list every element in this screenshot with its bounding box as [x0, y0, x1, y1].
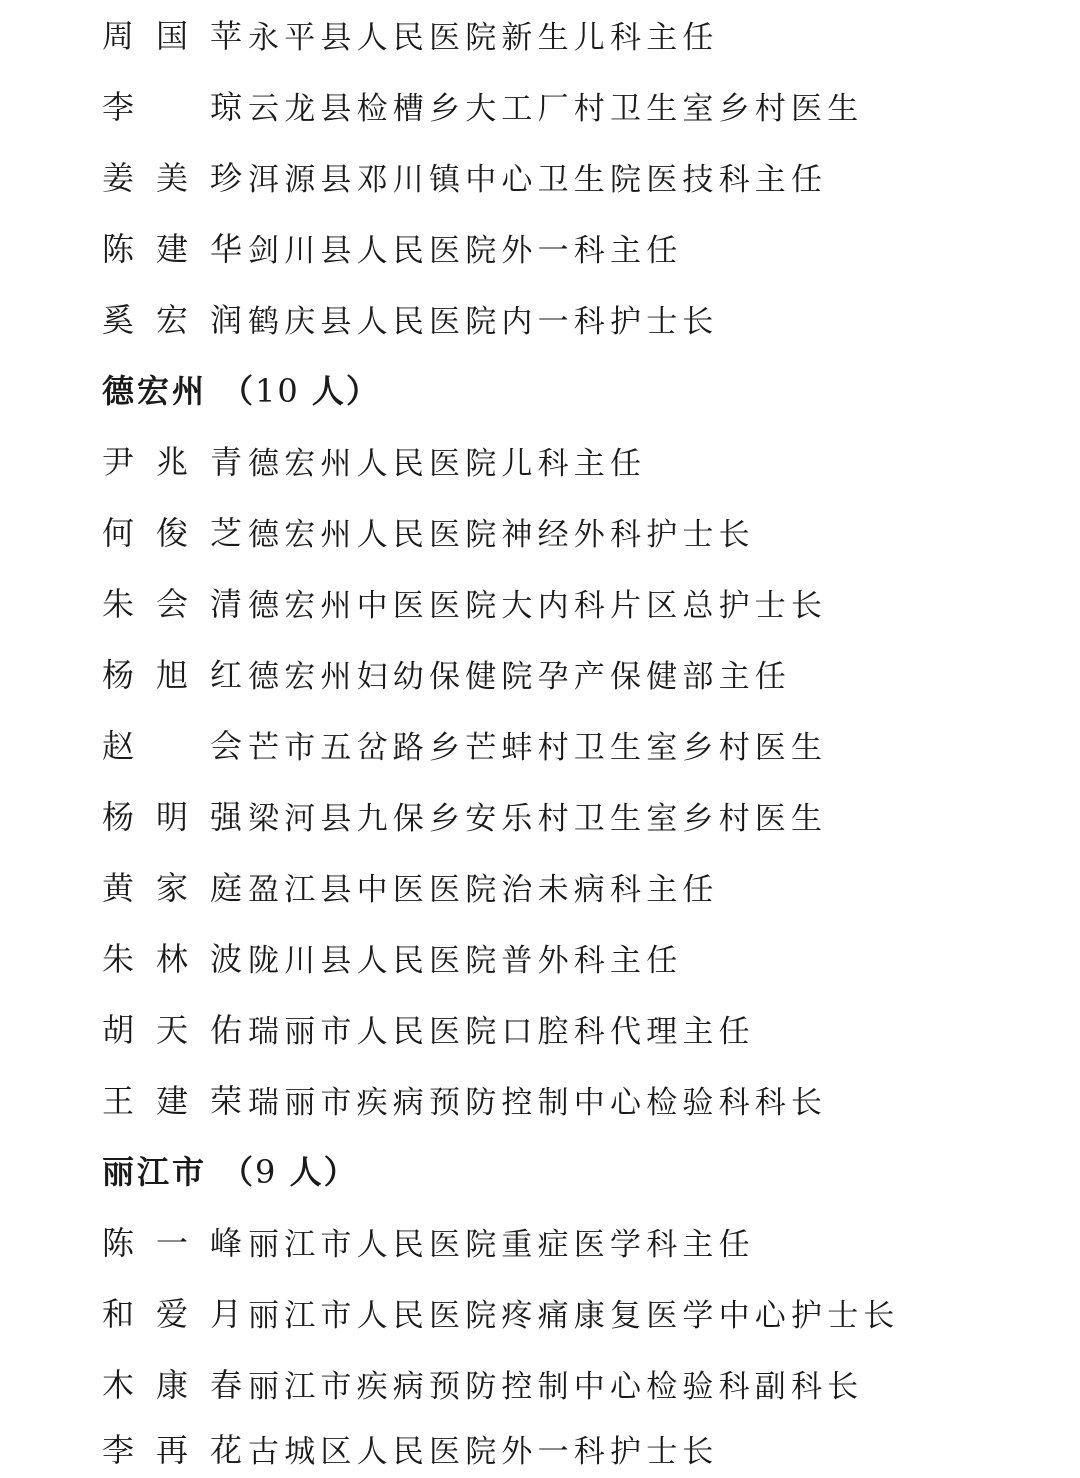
list-item	[102, 998, 755, 1058]
list-item	[102, 1353, 863, 1413]
section-title: 德宏州	[102, 372, 208, 410]
section-count: （10 人）	[221, 372, 380, 410]
person-organization: 德宏州人民医院神经外科护士长	[248, 516, 755, 553]
list-item	[102, 1211, 755, 1271]
person-name: 杨明强	[102, 798, 248, 836]
person-organization: 瑞丽市人民医院口腔科代理主任	[248, 1013, 755, 1050]
person-organization: 云龙县检槽乡大工厂村卫生室乡村医生	[248, 90, 864, 127]
person-name: 朱林波	[102, 940, 248, 978]
person-organization: 瑞丽市疾病预防控制中心检验科科长	[248, 1084, 828, 1121]
list-item	[102, 4, 719, 64]
person-name: 尹兆青	[102, 443, 248, 481]
person-organization: 永平县人民医院新生儿科主任	[248, 19, 719, 56]
list-item	[102, 146, 827, 206]
list-item	[102, 856, 719, 916]
person-organization: 德宏州中医医院大内科片区总护士长	[248, 587, 828, 624]
list-item	[102, 501, 755, 561]
person-name: 杨旭红	[102, 656, 248, 694]
person-name: 木康春	[102, 1366, 248, 1404]
person-organization: 洱源县邓川镇中心卫生院医技科主任	[248, 161, 828, 198]
person-name: 赵 会	[102, 727, 248, 765]
person-organization: 丽江市人民医院重症医学科主任	[248, 1226, 755, 1263]
list-item	[102, 927, 682, 987]
person-name: 陈建华	[102, 230, 248, 268]
person-organization: 丽江市人民医院疼痛康复医学中心护士长	[248, 1297, 900, 1334]
person-name: 姜美珍	[102, 159, 248, 197]
list-item	[102, 1069, 827, 1129]
list-item	[102, 75, 863, 135]
person-organization: 盈江县中医医院治未病科主任	[248, 871, 719, 908]
person-name: 胡天佑	[102, 1011, 248, 1049]
list-item	[102, 785, 827, 845]
person-name: 黄家庭	[102, 869, 248, 907]
list-item	[102, 288, 719, 348]
person-organization: 鹤庆县人民医院内一科护士长	[248, 303, 719, 340]
person-organization: 陇川县人民医院普外科主任	[248, 942, 683, 979]
list-item	[102, 714, 827, 774]
list-item	[102, 430, 646, 490]
person-name: 李 琼	[102, 88, 248, 126]
list-item	[102, 1282, 900, 1342]
person-organization: 梁河县九保乡安乐村卫生室乡村医生	[248, 800, 828, 837]
person-name: 周国苹	[102, 17, 248, 55]
person-organization: 丽江市疾病预防控制中心检验科副科长	[248, 1368, 864, 1405]
list-item	[102, 643, 791, 703]
person-name: 李再花	[102, 1431, 248, 1469]
person-name: 奚宏润	[102, 301, 248, 339]
person-name: 王建荣	[102, 1082, 248, 1120]
person-name: 陈一峰	[102, 1224, 248, 1262]
list-item	[102, 217, 682, 277]
section-heading-lijiang	[102, 1140, 358, 1200]
person-organization: 剑川县人民医院外一科主任	[248, 232, 683, 269]
person-organization: 德宏州人民医院儿科主任	[248, 445, 647, 482]
person-name: 何俊芝	[102, 514, 248, 552]
list-item	[102, 1418, 719, 1478]
person-organization: 古城区人民医院外一科护士长	[248, 1433, 719, 1470]
list-item	[102, 572, 827, 632]
section-count: （9 人）	[221, 1153, 358, 1191]
person-organization: 芒市五岔路乡芒蚌村卫生室乡村医生	[248, 729, 828, 766]
person-name: 和爱月	[102, 1295, 248, 1333]
person-name: 朱会清	[102, 585, 248, 623]
person-organization: 德宏州妇幼保健院孕产保健部主任	[248, 658, 791, 695]
section-heading-dehong	[102, 359, 380, 419]
section-title: 丽江市	[102, 1153, 208, 1191]
